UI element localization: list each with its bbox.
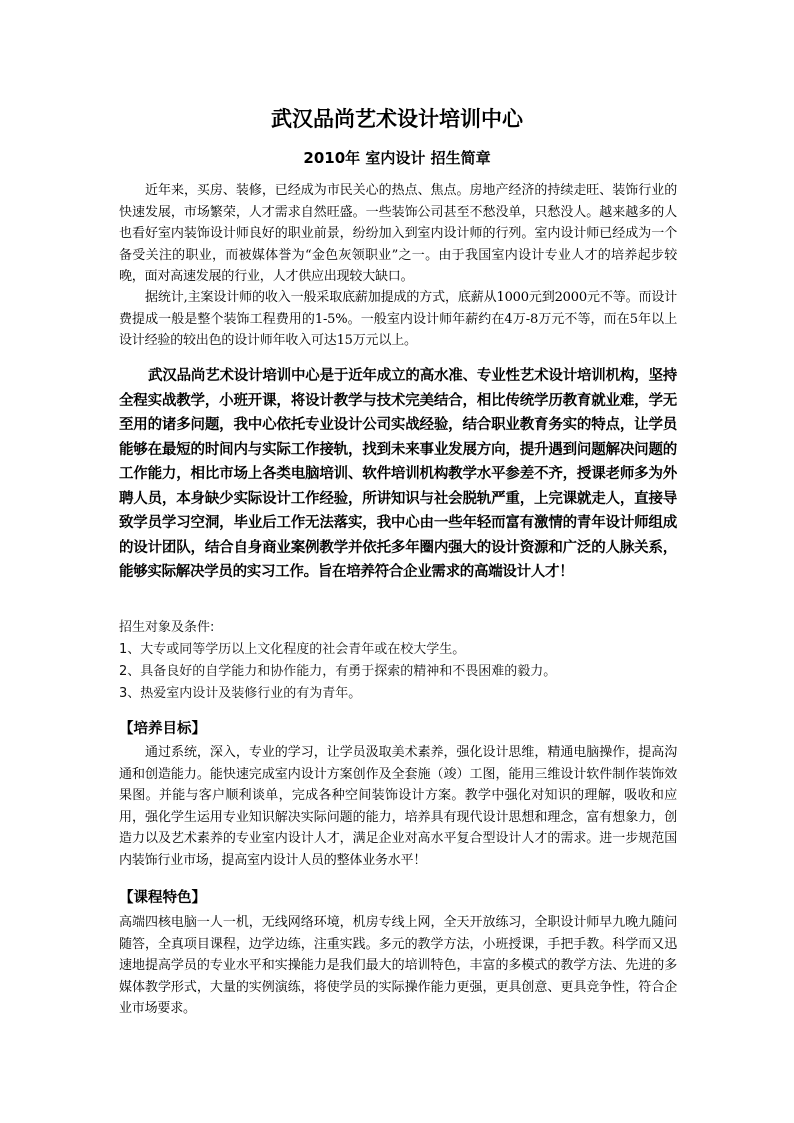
features-heading: 【课程特色】 — [119, 890, 206, 906]
intro-paragraph-2: 据统计,主案设计师的收入一般采取底薪加提成的方式，底薪从1000元到2000元不等。而设计费提成一般是整个装饰工程费用的1-5%。一般室内设计师年薪约在4万-8万元不等，而在5年以上设计经验的较出色的设计师年收入可达15万元以上。 — [119, 290, 677, 348]
features-paragraph: 高端四核电脑一人一机，无线网络环境，机房专线上网，全天开放练习，全职设计师早九晚九随问随答，全真项目课程，边学边练，注重实践。多元的教学方法，小班授课，手把手教。科学而又迅速地提高学员的专业水平和实操能力是我们最大的培训特色，丰富的多模式的教学方法、先进的多媒体教学形式，大量的实例演练，将使学员的实际操作能力更强，更具创意、更具竞争性，符合企业市场要求。 — [119, 915, 677, 1016]
enrollment-section — [119, 617, 677, 705]
about-paragraph: 武汉品尚艺术设计培训中心是于近年成立的高水准、专业性艺术设计培训机构，坚持全程实战教学，小班开课，将设计教学与技术完美结合，相比传统学历教育就业难，学无至用的诸多问题，我中心依托专业设计公司实战经验，结合职业教育务实的特点，让学员能够在最短的时间内与实际工作接轨，找到未来事业发展方向，提升遇到问题解决问题的工作能力，相比市场上各类电脑培训、软件培训机构教学水平参差不齐，授课老师多为外聘人员，本身缺少实际设计工作经验，所讲知识与社会脱轨严重，上完课就走人，直接导致学员学习空洞，毕业后工作无法落实，我中心由一些年轻而富有激情的青年设计师组成的设计团队，结合自身商业案例教学并依托多年圈内强大的设计资源和广泛的人脉关系，能够实际解决学员的实习工作。旨在培养符合企业需求的高端设计人才！ — [119, 368, 677, 580]
enrollment-item: 2、具备良好的自学能力和协作能力，有勇于探索的精神和不畏困难的毅力。 — [119, 664, 557, 679]
goals-heading: 【培养目标】 — [119, 721, 206, 737]
goals-paragraph: 通过系统，深入，专业的学习，让学员汲取美术素养，强化设计思维，精通电脑操作，提高沟通和创造能力。能快速完成室内设计方案创作及全套施（竣）工图，能用三维设计软件制作装饰效果图。并能与客户顺利谈单，完成各种空间装饰设计方案。教学中强化对知识的理解，吸收和应用，强化学生运用专业知识解决实际问题的能力，培养具有现代设计思想和理念，富有想象力，创造力以及艺术素养的专业室内设计人才，满足企业对高水平复合型设计人才的需求。进一步规范国内装饰行业市场，提高室内设计人员的整体业务水平！ — [119, 745, 677, 868]
enrollment-heading: 招生对象及条件: — [119, 620, 215, 635]
document-title: 武汉品尚艺术设计培训中心 — [271, 107, 523, 131]
enrollment-item: 3、热爱室内设计及装修行业的有为青年。 — [119, 686, 362, 701]
document-subtitle: 2010年 室内设计 招生简章 — [303, 149, 491, 167]
intro-paragraph-1: 近年来，买房、装修，已经成为市民关心的热点、焦点。房地产经济的持续走旺、装饰行业的快速发展，市场繁荣，人才需求自然旺盛。一些装饰公司甚至不愁没单，只愁没人。越来越多的人也看好室内装饰设计师良好的职业前景，纷纷加入到室内设计师的行列。室内设计师已经成为一个备受关注的职业，而被媒体誉为“金色灰领职业”之一。由于我国室内设计专业人才的培养起步较晚，面对高速发展的行业，人才供应出现较大缺口。 — [119, 183, 677, 284]
enrollment-item: 1、大专或同等学历以上文化程度的社会青年或在校大学生。 — [119, 642, 466, 657]
